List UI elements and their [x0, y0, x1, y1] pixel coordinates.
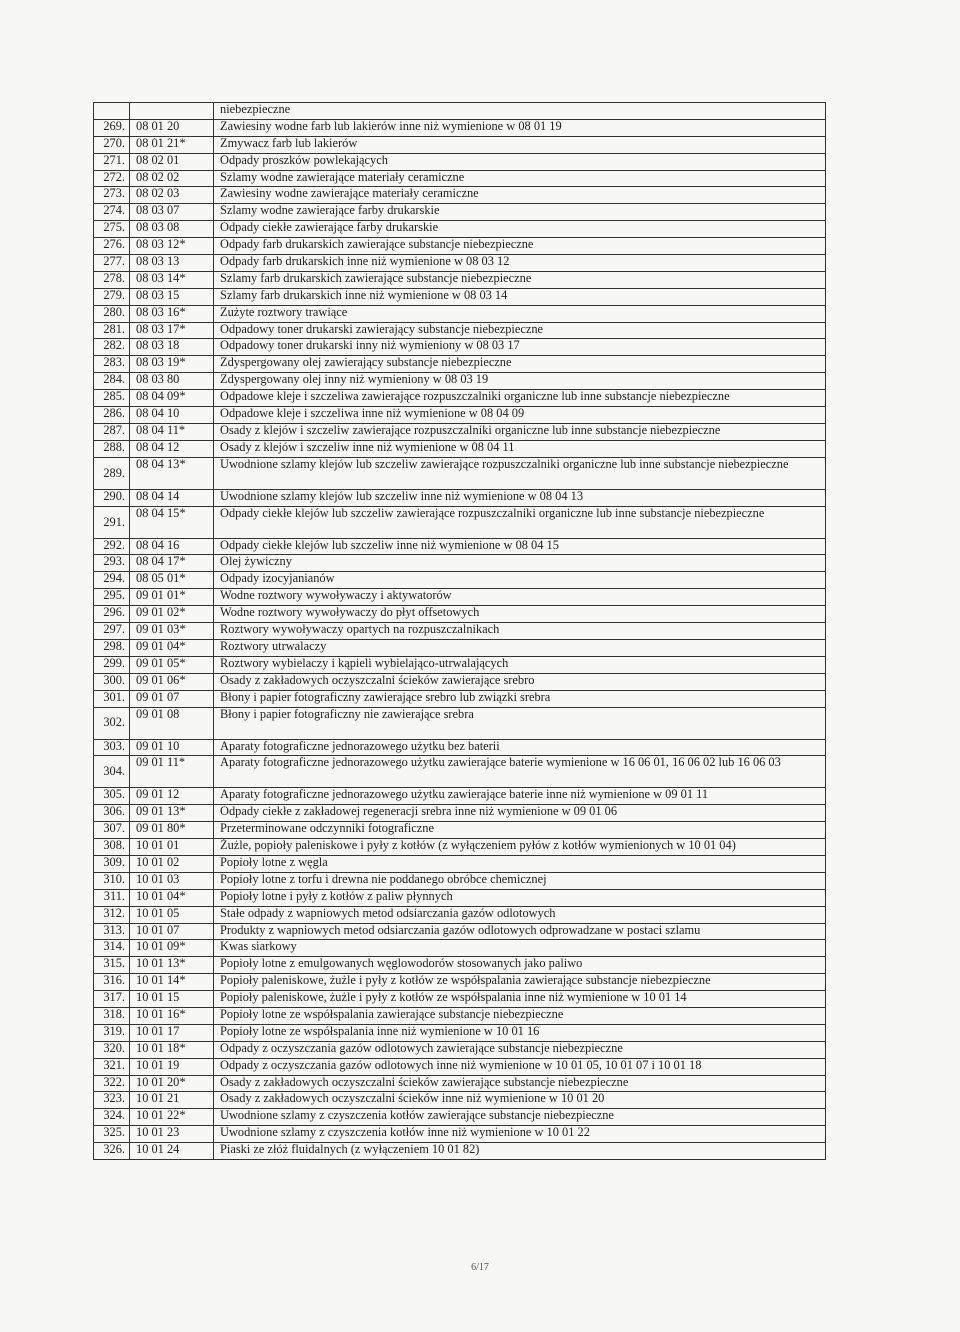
- waste-code: 10 01 17: [130, 1024, 214, 1041]
- row-number: 273.: [94, 187, 130, 204]
- waste-description: Odpadowy toner drukarski zawierający substancje niebezpieczne: [214, 322, 826, 339]
- waste-code: 08 04 13*: [130, 457, 214, 489]
- table-row: [94, 756, 826, 788]
- table-row: [94, 136, 826, 153]
- row-number: 326.: [94, 1143, 130, 1160]
- row-number: [94, 103, 130, 120]
- table-row: [94, 1041, 826, 1058]
- row-number: 287.: [94, 423, 130, 440]
- waste-description: Aparaty fotograficzne jednorazowego użytku zawierające baterie wymienione w 16 06 01, 16 06 02 lub 16 06 03: [214, 756, 826, 788]
- table-row: [94, 1126, 826, 1143]
- table-row: [94, 940, 826, 957]
- waste-code: 10 01 07: [130, 923, 214, 940]
- row-number: 284.: [94, 373, 130, 390]
- table-row: [94, 255, 826, 272]
- waste-code: 10 01 15: [130, 991, 214, 1008]
- waste-description: Zawiesiny wodne farb lub lakierów inne niż wymienione w 08 01 19: [214, 119, 826, 136]
- waste-code: 08 01 21*: [130, 136, 214, 153]
- row-number: 318.: [94, 1007, 130, 1024]
- waste-description: Osady z zakładowych oczyszczalni ścieków zawierające srebro: [214, 673, 826, 690]
- row-number: 275.: [94, 221, 130, 238]
- waste-code: 09 01 11*: [130, 756, 214, 788]
- table-row: [94, 538, 826, 555]
- table-row: [94, 974, 826, 991]
- row-number: 304.: [94, 756, 130, 788]
- waste-code: 09 01 02*: [130, 606, 214, 623]
- table-row: [94, 339, 826, 356]
- row-number: 277.: [94, 255, 130, 272]
- waste-description: Piaski ze złóż fluidalnych (z wyłączeniem 10 01 82): [214, 1143, 826, 1160]
- waste-description: Błony i papier fotograficzny nie zawierające srebra: [214, 707, 826, 739]
- table-row: [94, 238, 826, 255]
- row-number: 309.: [94, 855, 130, 872]
- waste-code: 08 03 19*: [130, 356, 214, 373]
- waste-description: Zawiesiny wodne zawierające materiały ceramiczne: [214, 187, 826, 204]
- waste-description: Uwodnione szlamy z czyszczenia kotłów inne niż wymienione w 10 01 22: [214, 1126, 826, 1143]
- row-number: 312.: [94, 906, 130, 923]
- waste-description: Szlamy wodne zawierające farby drukarskie: [214, 204, 826, 221]
- row-number: 302.: [94, 707, 130, 739]
- waste-description: Odpady proszków powlekających: [214, 153, 826, 170]
- table-row: [94, 423, 826, 440]
- table-row: [94, 606, 826, 623]
- page-number: 6/17: [471, 1262, 489, 1273]
- row-number: 321.: [94, 1058, 130, 1075]
- waste-description: Zmywacz farb lub lakierów: [214, 136, 826, 153]
- table-row: [94, 457, 826, 489]
- waste-code: 10 01 16*: [130, 1007, 214, 1024]
- table-row: [94, 1109, 826, 1126]
- waste-description: Odpady z oczyszczania gazów odlotowych inne niż wymienione w 10 01 05, 10 01 07 i 10 01 18: [214, 1058, 826, 1075]
- waste-code: 08 03 07: [130, 204, 214, 221]
- waste-description: Odpady izocyjanianów: [214, 572, 826, 589]
- row-number: 317.: [94, 991, 130, 1008]
- table-row: [94, 271, 826, 288]
- row-number: 278.: [94, 271, 130, 288]
- table-row: [94, 407, 826, 424]
- row-number: 295.: [94, 589, 130, 606]
- row-number: 307.: [94, 822, 130, 839]
- waste-code: 10 01 21: [130, 1092, 214, 1109]
- waste-description: Roztwory wybielaczy i kąpieli wybielająco-utrwalających: [214, 656, 826, 673]
- waste-code: 10 01 22*: [130, 1109, 214, 1126]
- waste-description: Roztwory wywoływaczy opartych na rozpuszczalnikach: [214, 623, 826, 640]
- waste-catalog-table: [93, 102, 826, 1160]
- row-number: 315.: [94, 957, 130, 974]
- row-number: 281.: [94, 322, 130, 339]
- waste-code: 08 02 03: [130, 187, 214, 204]
- table-row: [94, 356, 826, 373]
- waste-code: 08 03 80: [130, 373, 214, 390]
- table-body: [94, 103, 826, 1160]
- table-row: [94, 690, 826, 707]
- waste-code: 10 01 14*: [130, 974, 214, 991]
- waste-code: 08 02 02: [130, 170, 214, 187]
- row-number: 314.: [94, 940, 130, 957]
- waste-description: Zdyspergowany olej inny niż wymieniony w 08 03 19: [214, 373, 826, 390]
- waste-description: Popioły lotne ze współspalania zawierające substancje niebezpieczne: [214, 1007, 826, 1024]
- table-row: [94, 906, 826, 923]
- waste-description: Olej żywiczny: [214, 555, 826, 572]
- waste-code: 10 01 04*: [130, 889, 214, 906]
- row-number: 296.: [94, 606, 130, 623]
- waste-code: 10 01 13*: [130, 957, 214, 974]
- table-row: [94, 221, 826, 238]
- table-row: [94, 788, 826, 805]
- waste-code: 10 01 02: [130, 855, 214, 872]
- table-row: [94, 373, 826, 390]
- waste-description: Zdyspergowany olej zawierający substancje niebezpieczne: [214, 356, 826, 373]
- table-row: [94, 187, 826, 204]
- table-row: [94, 305, 826, 322]
- waste-code: 10 01 19: [130, 1058, 214, 1075]
- table-row: [94, 440, 826, 457]
- row-number: 316.: [94, 974, 130, 991]
- waste-description: Odpadowe kleje i szczeliwa inne niż wymienione w 08 04 09: [214, 407, 826, 424]
- waste-description: Osady z klejów i szczeliw inne niż wymienione w 08 04 11: [214, 440, 826, 457]
- waste-description: Odpady ciekłe z zakładowej regeneracji srebra inne niż wymienione w 09 01 06: [214, 805, 826, 822]
- waste-description: Zużyte roztwory trawiące: [214, 305, 826, 322]
- waste-description: Odpady ciekłe klejów lub szczeliw inne niż wymienione w 08 04 15: [214, 538, 826, 555]
- waste-description: Popioły paleniskowe, żużle i pyły z kotłów ze współspalania inne niż wymienione w 10 01 14: [214, 991, 826, 1008]
- table-row: [94, 822, 826, 839]
- table-row: [94, 572, 826, 589]
- row-number: 279.: [94, 288, 130, 305]
- waste-code: 10 01 23: [130, 1126, 214, 1143]
- table-row: [94, 923, 826, 940]
- waste-description: Uwodnione szlamy klejów lub szczeliw zawierające rozpuszczalniki organiczne lub inne substancje niebezpieczne: [214, 457, 826, 489]
- table-row: [94, 390, 826, 407]
- waste-code: 10 01 18*: [130, 1041, 214, 1058]
- waste-code: 08 04 10: [130, 407, 214, 424]
- table-row: [94, 288, 826, 305]
- row-number: 274.: [94, 204, 130, 221]
- waste-description: Wodne roztwory wywoływaczy i aktywatorów: [214, 589, 826, 606]
- waste-description: Kwas siarkowy: [214, 940, 826, 957]
- waste-description: Odpadowe kleje i szczeliwa zawierające rozpuszczalniki organiczne lub inne substancje niebezpieczne: [214, 390, 826, 407]
- waste-description: Odpady farb drukarskich inne niż wymienione w 08 03 12: [214, 255, 826, 272]
- row-number: 282.: [94, 339, 130, 356]
- waste-description: niebezpieczne: [214, 103, 826, 120]
- row-number: 280.: [94, 305, 130, 322]
- table-row: [94, 170, 826, 187]
- waste-code: 09 01 03*: [130, 623, 214, 640]
- waste-code: 09 01 10: [130, 739, 214, 756]
- waste-code: 10 01 20*: [130, 1075, 214, 1092]
- row-number: 325.: [94, 1126, 130, 1143]
- row-number: 294.: [94, 572, 130, 589]
- row-number: 271.: [94, 153, 130, 170]
- row-number: 310.: [94, 872, 130, 889]
- row-number: 311.: [94, 889, 130, 906]
- waste-description: Przeterminowane odczynniki fotograficzne: [214, 822, 826, 839]
- waste-code: 10 01 05: [130, 906, 214, 923]
- waste-code: 08 03 14*: [130, 271, 214, 288]
- row-number: 319.: [94, 1024, 130, 1041]
- waste-description: Popioły paleniskowe, żużle i pyły z kotłów ze współspalania zawierające substancje niebezpieczne: [214, 974, 826, 991]
- table-row: [94, 623, 826, 640]
- waste-code: 09 01 13*: [130, 805, 214, 822]
- row-number: 320.: [94, 1041, 130, 1058]
- waste-code: 09 01 08: [130, 707, 214, 739]
- row-number: 322.: [94, 1075, 130, 1092]
- waste-description: Popioły lotne ze współspalania inne niż wymienione w 10 01 16: [214, 1024, 826, 1041]
- waste-code: 08 04 12: [130, 440, 214, 457]
- waste-description: Aparaty fotograficzne jednorazowego użytku zawierające baterie inne niż wymienione w 09 01 11: [214, 788, 826, 805]
- waste-description: Osady z zakładowych oczyszczalni ścieków zawierające substancje niebezpieczne: [214, 1075, 826, 1092]
- row-number: 298.: [94, 639, 130, 656]
- waste-code: 08 04 11*: [130, 423, 214, 440]
- table-row: [94, 204, 826, 221]
- waste-code: 08 02 01: [130, 153, 214, 170]
- waste-description: Produkty z wapniowych metod odsiarczania gazów odlotowych odprowadzane w postaci szlamu: [214, 923, 826, 940]
- waste-description: Odpady ciekłe klejów lub szczeliw zawierające rozpuszczalniki organiczne lub inne substancje niebezpieczne: [214, 506, 826, 538]
- table-row: [94, 639, 826, 656]
- row-number: 299.: [94, 656, 130, 673]
- waste-code: 09 01 01*: [130, 589, 214, 606]
- waste-description: Popioły lotne i pyły z kotłów z paliw płynnych: [214, 889, 826, 906]
- row-number: 308.: [94, 839, 130, 856]
- waste-code: 08 01 20: [130, 119, 214, 136]
- waste-description: Popioły lotne z węgla: [214, 855, 826, 872]
- table-row: [94, 673, 826, 690]
- waste-description: Szlamy farb drukarskich inne niż wymienione w 08 03 14: [214, 288, 826, 305]
- waste-code: 10 01 09*: [130, 940, 214, 957]
- waste-code: 08 03 15: [130, 288, 214, 305]
- table-row: [94, 103, 826, 120]
- waste-code: 09 01 80*: [130, 822, 214, 839]
- waste-code: [130, 103, 214, 120]
- table-row: [94, 855, 826, 872]
- waste-description: Aparaty fotograficzne jednorazowego użytku bez baterii: [214, 739, 826, 756]
- row-number: 291.: [94, 506, 130, 538]
- waste-description: Odpady ciekłe zawierające farby drukarskie: [214, 221, 826, 238]
- waste-code: 08 03 17*: [130, 322, 214, 339]
- waste-description: Szlamy wodne zawierające materiały ceramiczne: [214, 170, 826, 187]
- waste-code: 09 01 12: [130, 788, 214, 805]
- waste-code: 08 03 08: [130, 221, 214, 238]
- table-row: [94, 1143, 826, 1160]
- row-number: 276.: [94, 238, 130, 255]
- waste-code: 08 03 18: [130, 339, 214, 356]
- table-row: [94, 889, 826, 906]
- waste-code: 10 01 24: [130, 1143, 214, 1160]
- waste-code: 08 04 09*: [130, 390, 214, 407]
- row-number: 288.: [94, 440, 130, 457]
- table-row: [94, 555, 826, 572]
- table-row: [94, 839, 826, 856]
- table-row: [94, 872, 826, 889]
- row-number: 313.: [94, 923, 130, 940]
- waste-description: Stałe odpady z wapniowych metod odsiarczania gazów odlotowych: [214, 906, 826, 923]
- waste-code: 08 04 16: [130, 538, 214, 555]
- table-row: [94, 589, 826, 606]
- table-row: [94, 322, 826, 339]
- waste-code: 08 03 13: [130, 255, 214, 272]
- waste-code: 08 04 14: [130, 489, 214, 506]
- table-row: [94, 991, 826, 1008]
- waste-description: Szlamy farb drukarskich zawierające substancje niebezpieczne: [214, 271, 826, 288]
- waste-code: 09 01 06*: [130, 673, 214, 690]
- row-number: 285.: [94, 390, 130, 407]
- table-row: [94, 656, 826, 673]
- row-number: 269.: [94, 119, 130, 136]
- waste-description: Odpady farb drukarskich zawierające substancje niebezpieczne: [214, 238, 826, 255]
- table-row: [94, 1007, 826, 1024]
- waste-description: Wodne roztwory wywoływaczy do płyt offsetowych: [214, 606, 826, 623]
- waste-description: Błony i papier fotograficzny zawierające srebro lub związki srebra: [214, 690, 826, 707]
- row-number: 283.: [94, 356, 130, 373]
- row-number: 272.: [94, 170, 130, 187]
- waste-description: Popioły lotne z torfu i drewna nie poddanego obróbce chemicznej: [214, 872, 826, 889]
- waste-code: 08 04 15*: [130, 506, 214, 538]
- table-row: [94, 489, 826, 506]
- waste-description: Odpady z oczyszczania gazów odlotowych zawierające substancje niebezpieczne: [214, 1041, 826, 1058]
- row-number: 300.: [94, 673, 130, 690]
- table-row: [94, 707, 826, 739]
- waste-description: Popioły lotne z emulgowanych węglowodorów stosowanych jako paliwo: [214, 957, 826, 974]
- table-row: [94, 1024, 826, 1041]
- table-row: [94, 506, 826, 538]
- waste-description: Żużle, popioły paleniskowe i pyły z kotłów (z wyłączeniem pyłów z kotłów wymienionych w 10 01 04): [214, 839, 826, 856]
- row-number: 270.: [94, 136, 130, 153]
- row-number: 324.: [94, 1109, 130, 1126]
- row-number: 301.: [94, 690, 130, 707]
- waste-code: 08 03 12*: [130, 238, 214, 255]
- waste-description: Odpadowy toner drukarski inny niż wymieniony w 08 03 17: [214, 339, 826, 356]
- row-number: 286.: [94, 407, 130, 424]
- waste-description: Uwodnione szlamy z czyszczenia kotłów zawierające substancje niebezpieczne: [214, 1109, 826, 1126]
- waste-description: Uwodnione szlamy klejów lub szczeliw inne niż wymienione w 08 04 13: [214, 489, 826, 506]
- table-row: [94, 153, 826, 170]
- table-row: [94, 119, 826, 136]
- waste-description: Osady z zakładowych oczyszczalni ścieków inne niż wymienione w 10 01 20: [214, 1092, 826, 1109]
- waste-code: 09 01 05*: [130, 656, 214, 673]
- table-row: [94, 805, 826, 822]
- waste-description: Osady z klejów i szczeliw zawierające rozpuszczalniki organiczne lub inne substancje niebezpieczne: [214, 423, 826, 440]
- row-number: 293.: [94, 555, 130, 572]
- row-number: 292.: [94, 538, 130, 555]
- row-number: 303.: [94, 739, 130, 756]
- waste-code: 09 01 07: [130, 690, 214, 707]
- table-row: [94, 1058, 826, 1075]
- table-row: [94, 1092, 826, 1109]
- row-number: 323.: [94, 1092, 130, 1109]
- table-row: [94, 957, 826, 974]
- waste-description: Roztwory utrwalaczy: [214, 639, 826, 656]
- waste-code: 08 03 16*: [130, 305, 214, 322]
- table-row: [94, 739, 826, 756]
- row-number: 297.: [94, 623, 130, 640]
- table-row: [94, 1075, 826, 1092]
- row-number: 305.: [94, 788, 130, 805]
- waste-code: 10 01 03: [130, 872, 214, 889]
- waste-code: 09 01 04*: [130, 639, 214, 656]
- waste-code: 08 05 01*: [130, 572, 214, 589]
- waste-code: 10 01 01: [130, 839, 214, 856]
- row-number: 289.: [94, 457, 130, 489]
- waste-code: 08 04 17*: [130, 555, 214, 572]
- row-number: 290.: [94, 489, 130, 506]
- row-number: 306.: [94, 805, 130, 822]
